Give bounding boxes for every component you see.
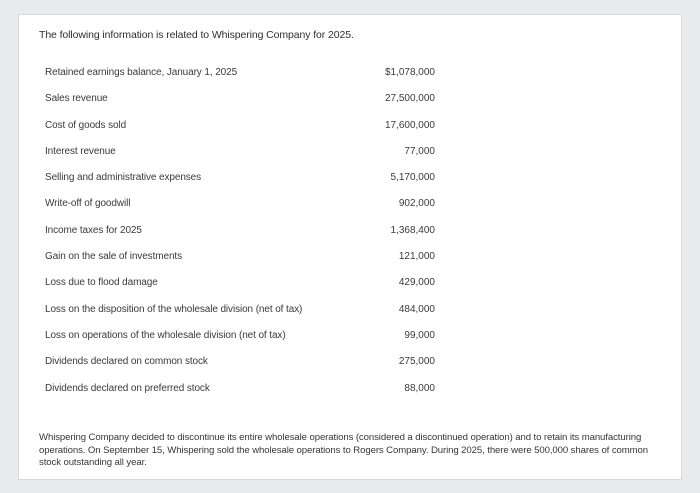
- row-value: 99,000: [404, 329, 435, 341]
- intro-text: The following information is related to Whispering Company for 2025.: [39, 29, 354, 41]
- data-row: [45, 272, 435, 298]
- financial-data-list: [45, 62, 435, 404]
- data-row: [45, 167, 435, 193]
- data-row: [45, 141, 435, 167]
- row-value: 1,368,400: [390, 224, 435, 236]
- row-label: Selling and administrative expenses: [45, 172, 202, 184]
- row-label: Retained earnings balance, January 1, 2025: [45, 67, 238, 78]
- data-row: [45, 88, 435, 114]
- row-label: Cost of goods sold: [45, 119, 127, 131]
- row-label: Sales revenue: [45, 93, 108, 105]
- row-label: Interest revenue: [45, 145, 116, 157]
- data-row: [45, 220, 435, 246]
- row-value: 902,000: [398, 198, 435, 210]
- data-row: [45, 193, 435, 219]
- row-label: Loss due to flood damage: [45, 277, 158, 289]
- data-row: [45, 62, 435, 88]
- row-value: 121,000: [398, 251, 435, 263]
- row-value: 5,170,000: [390, 172, 435, 184]
- row-label: Gain on the sale of investments: [45, 251, 182, 263]
- data-row: [45, 246, 435, 272]
- row-label: Loss on the disposition of the wholesale division (net of tax): [45, 303, 303, 315]
- row-value: 429,000: [398, 277, 435, 289]
- data-row: [45, 325, 435, 351]
- row-label: Loss on operations of the wholesale division (net of tax): [45, 329, 286, 341]
- row-value: 17,600,000: [384, 119, 435, 131]
- row-value: 88,000: [404, 382, 435, 394]
- row-label: Write-off of goodwill: [45, 198, 131, 210]
- data-row: [45, 378, 435, 404]
- row-value: $1,078,000: [384, 67, 435, 78]
- row-value: 27,500,000: [384, 93, 435, 105]
- data-row: [45, 299, 435, 325]
- data-row: [45, 115, 435, 141]
- row-label: Dividends declared on common stock: [45, 356, 208, 368]
- row-value: 484,000: [398, 303, 435, 315]
- row-label: Income taxes for 2025: [45, 224, 142, 236]
- row-value: 77,000: [404, 145, 435, 157]
- data-row: [45, 351, 435, 377]
- problem-card: [18, 14, 682, 480]
- problem-note: Whispering Company decided to discontinue its entire wholesale operations (considered a discontinued operation) and to retain its manufacturing operations. On September 15, Whispering sold the wholesale operations to Rogers Company. During 2025, there were 500,000 shares of common stock outstanding all year.: [39, 432, 648, 468]
- row-label: Dividends declared on preferred stock: [45, 382, 210, 394]
- row-value: 275,000: [398, 356, 435, 368]
